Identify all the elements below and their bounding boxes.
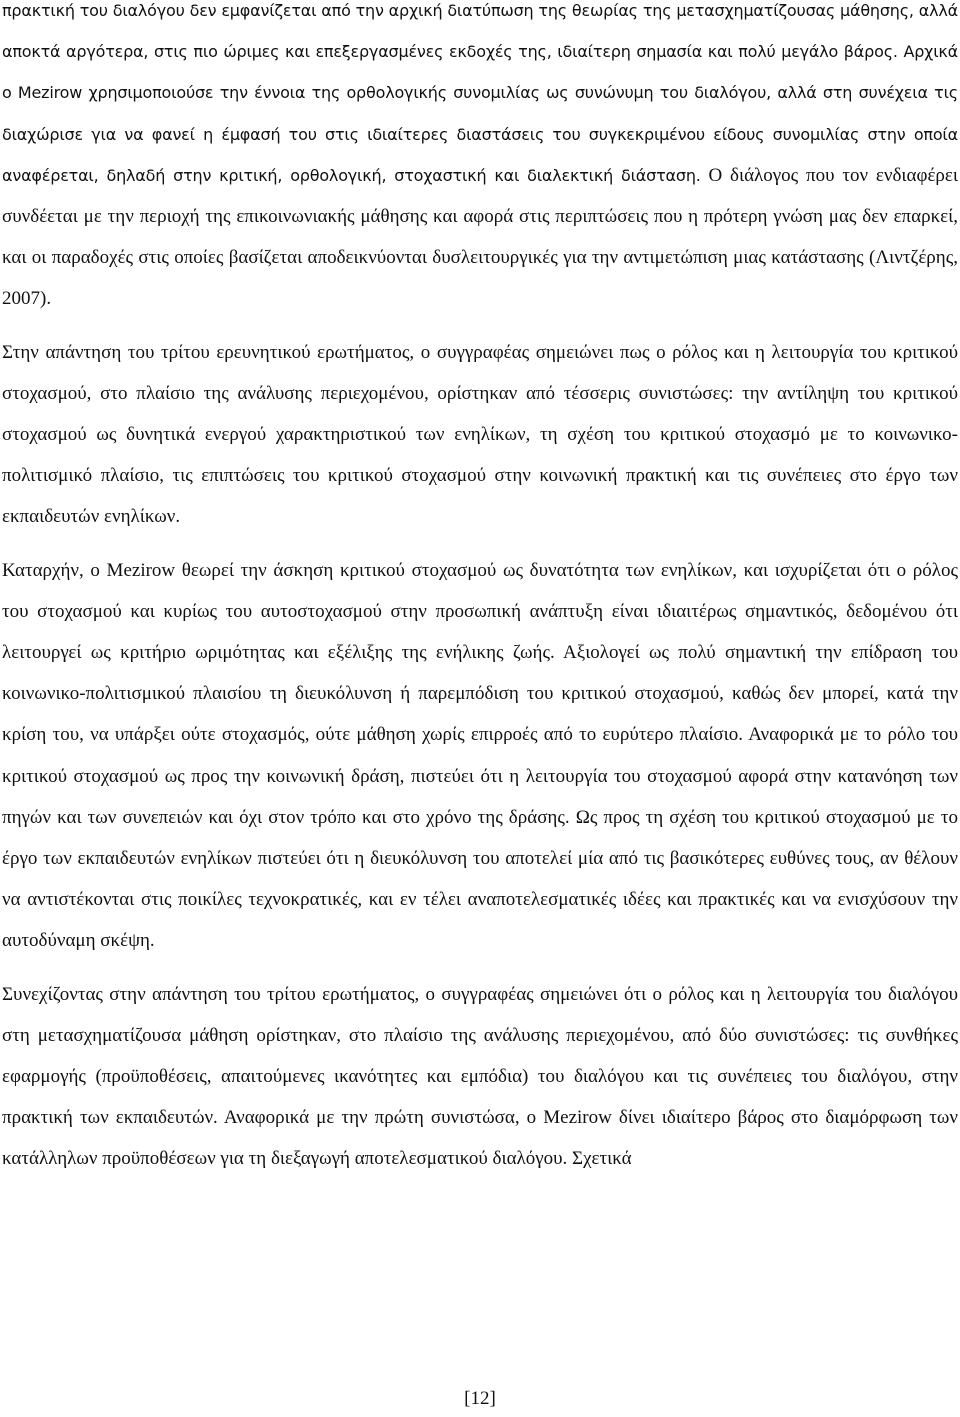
page-number: [12] xyxy=(464,1388,496,1409)
paragraph-text: Συνεχίζοντας στην απάντηση του τρίτου ερωτήματος, ο συγγραφέας σημειώνει ότι ο ρόλος και η λειτουργία του διαλόγου στη μετασχηματίζουσα μάθηση ορίστηκαν, στο πλαίσιο της ανάλυσης περιεχομένου, από δύο συνιστώσες: τις συνθήκες εφαρμογής (προϋποθέσεις, απαιτούμενες ικανότητες και εμπόδια) του διαλόγου και τις συνέπειες του διαλόγου, στην πρακτική των εκπαιδευτών. Αναφορικά με την πρώτη συνιστώσα, ο Mezirow δίνει ιδιαίτερο βάρος στο διαμόρφωση των κατάλληλων προϋποθέσεων για τη διεξαγωγή αποτελεσματικού διαλόγου. Σχετικά xyxy=(2,983,958,1170)
paragraph-text: Καταρχήν, ο Mezirow θεωρεί την άσκηση κριτικού στοχασμού ως δυνατότητα των ενηλίκων, και ισχυρίζεται ότι ο ρόλος του στοχασμού και κυρίως του αυτοστοχασμού στην προσωπική ανάπτυξη είναι ιδιαιτέρως σημαντικός, δεδομένου ότι λειτουργεί ως κριτήριο ωριμότητας και εξέλιξης της ενήλικης ζωής. Αξιολογεί ως πολύ σημαντική την επίδραση του κοινωνικο-πολιτισμικού πλαισίου τη διευκόλυνση ή παρεμπόδιση του κριτικού στοχασμού, καθώς δεν μπορεί, κατά την κρίση του, να υπάρξει ούτε στοχασμός, ούτε μάθηση χωρίς επιρροές από το ευρύτερο πλαίσιο. Αναφορικά με το ρόλο του κριτικού στοχασμού ως προς την κοινωνική δράση, πιστεύει ότι η λειτουργία του στοχασμού αφορά στην κατανόηση των πηγών και των συνεπειών και όχι στον τρόπο και στο χρόνο της δράσης. Ως προς τη σχέση του κριτικού στοχασμού με το έργο των εκπαιδευτών ενηλίκων πιστεύει ότι η διευκόλυνση του αποτελεί μία από τις βασικότερες ευθύνες τους, αν θέλουν να αντιστέκονται στις ποικίλες τεχνοκρατικές, και εν τέλει αναποτελεσματικές ιδέες και πρακτικές και να ενισχύσουν την αυτοδύναμη σκέψη. xyxy=(2,559,958,952)
paragraph-text: Στην απάντηση του τρίτου ερευνητικού ερωτήματος, ο συγγραφέας σημειώνει πως ο ρόλος και η λειτουργία του κριτικού στοχασμού, στο πλαίσιο της ανάλυσης περιεχομένου, ορίστηκαν από τέσσερις συνιστώσες: την αντίληψη του κριτικού στοχασμού ως δυνητικά ενεργού χαρακτηριστικού των ενηλίκων, τη σχέση του κριτικού στοχασμό με το κοινωνικο-πολιτισμικό πλαίσιο, τις επιπτώσεις του κριτικού στοχασμού στην κοινωνική πρακτική και τις συνέπειες στο έργο των εκπαιδευτών ενηλίκων. xyxy=(2,341,958,528)
paragraph-text: πρακτική του διαλόγου δεν εμφανίζεται από την αρχική διατύπωση της θεωρίας της μετασχηματίζουσας μάθησης, αλλά αποκτά αργότερα, στις πιο ώριμες και επεξεργασμένες εκδοχές της, ιδιαίτερη σημασία και πολύ μεγάλο βάρος. Αρχικά ο Mezirow χρησιμοποιούσε την έννοια της ορθολογικής συνομιλίας ως συνώνυμη του διαλόγου, αλλά στη συνέχεια τις διαχώρισε για να φανεί η έμφασή του στις ιδιαίτερες διαστάσεις του συγκεκριμένου είδους συνομιλίας στην οποία αναφέρεται, δηλαδή στην κριτική, ορθολογική, στοχαστική και διαλεκτική διάσταση. xyxy=(2,1,958,185)
paragraph-third-question-answer xyxy=(2,332,958,538)
paragraph-dialogue-practice xyxy=(2,0,958,320)
paragraph-text: Ο διάλογος που τον ενδιαφέρει συνδέεται με την περιοχή της επικοινωνιακής μάθησης και αφορά στις περιπτώσεις που η πρότερη γνώση μας δεν επαρκεί, και οι παραδοχές στις οποίες βασίζεται αποδεικνύονται δυσλειτουργικές για την αντιμετώπιση μιας κατάστασης (Λιντζέρης, 2007). xyxy=(2,164,959,310)
paragraph-critical-reflection xyxy=(2,550,958,962)
paragraph-dialogue-role xyxy=(2,974,958,1180)
